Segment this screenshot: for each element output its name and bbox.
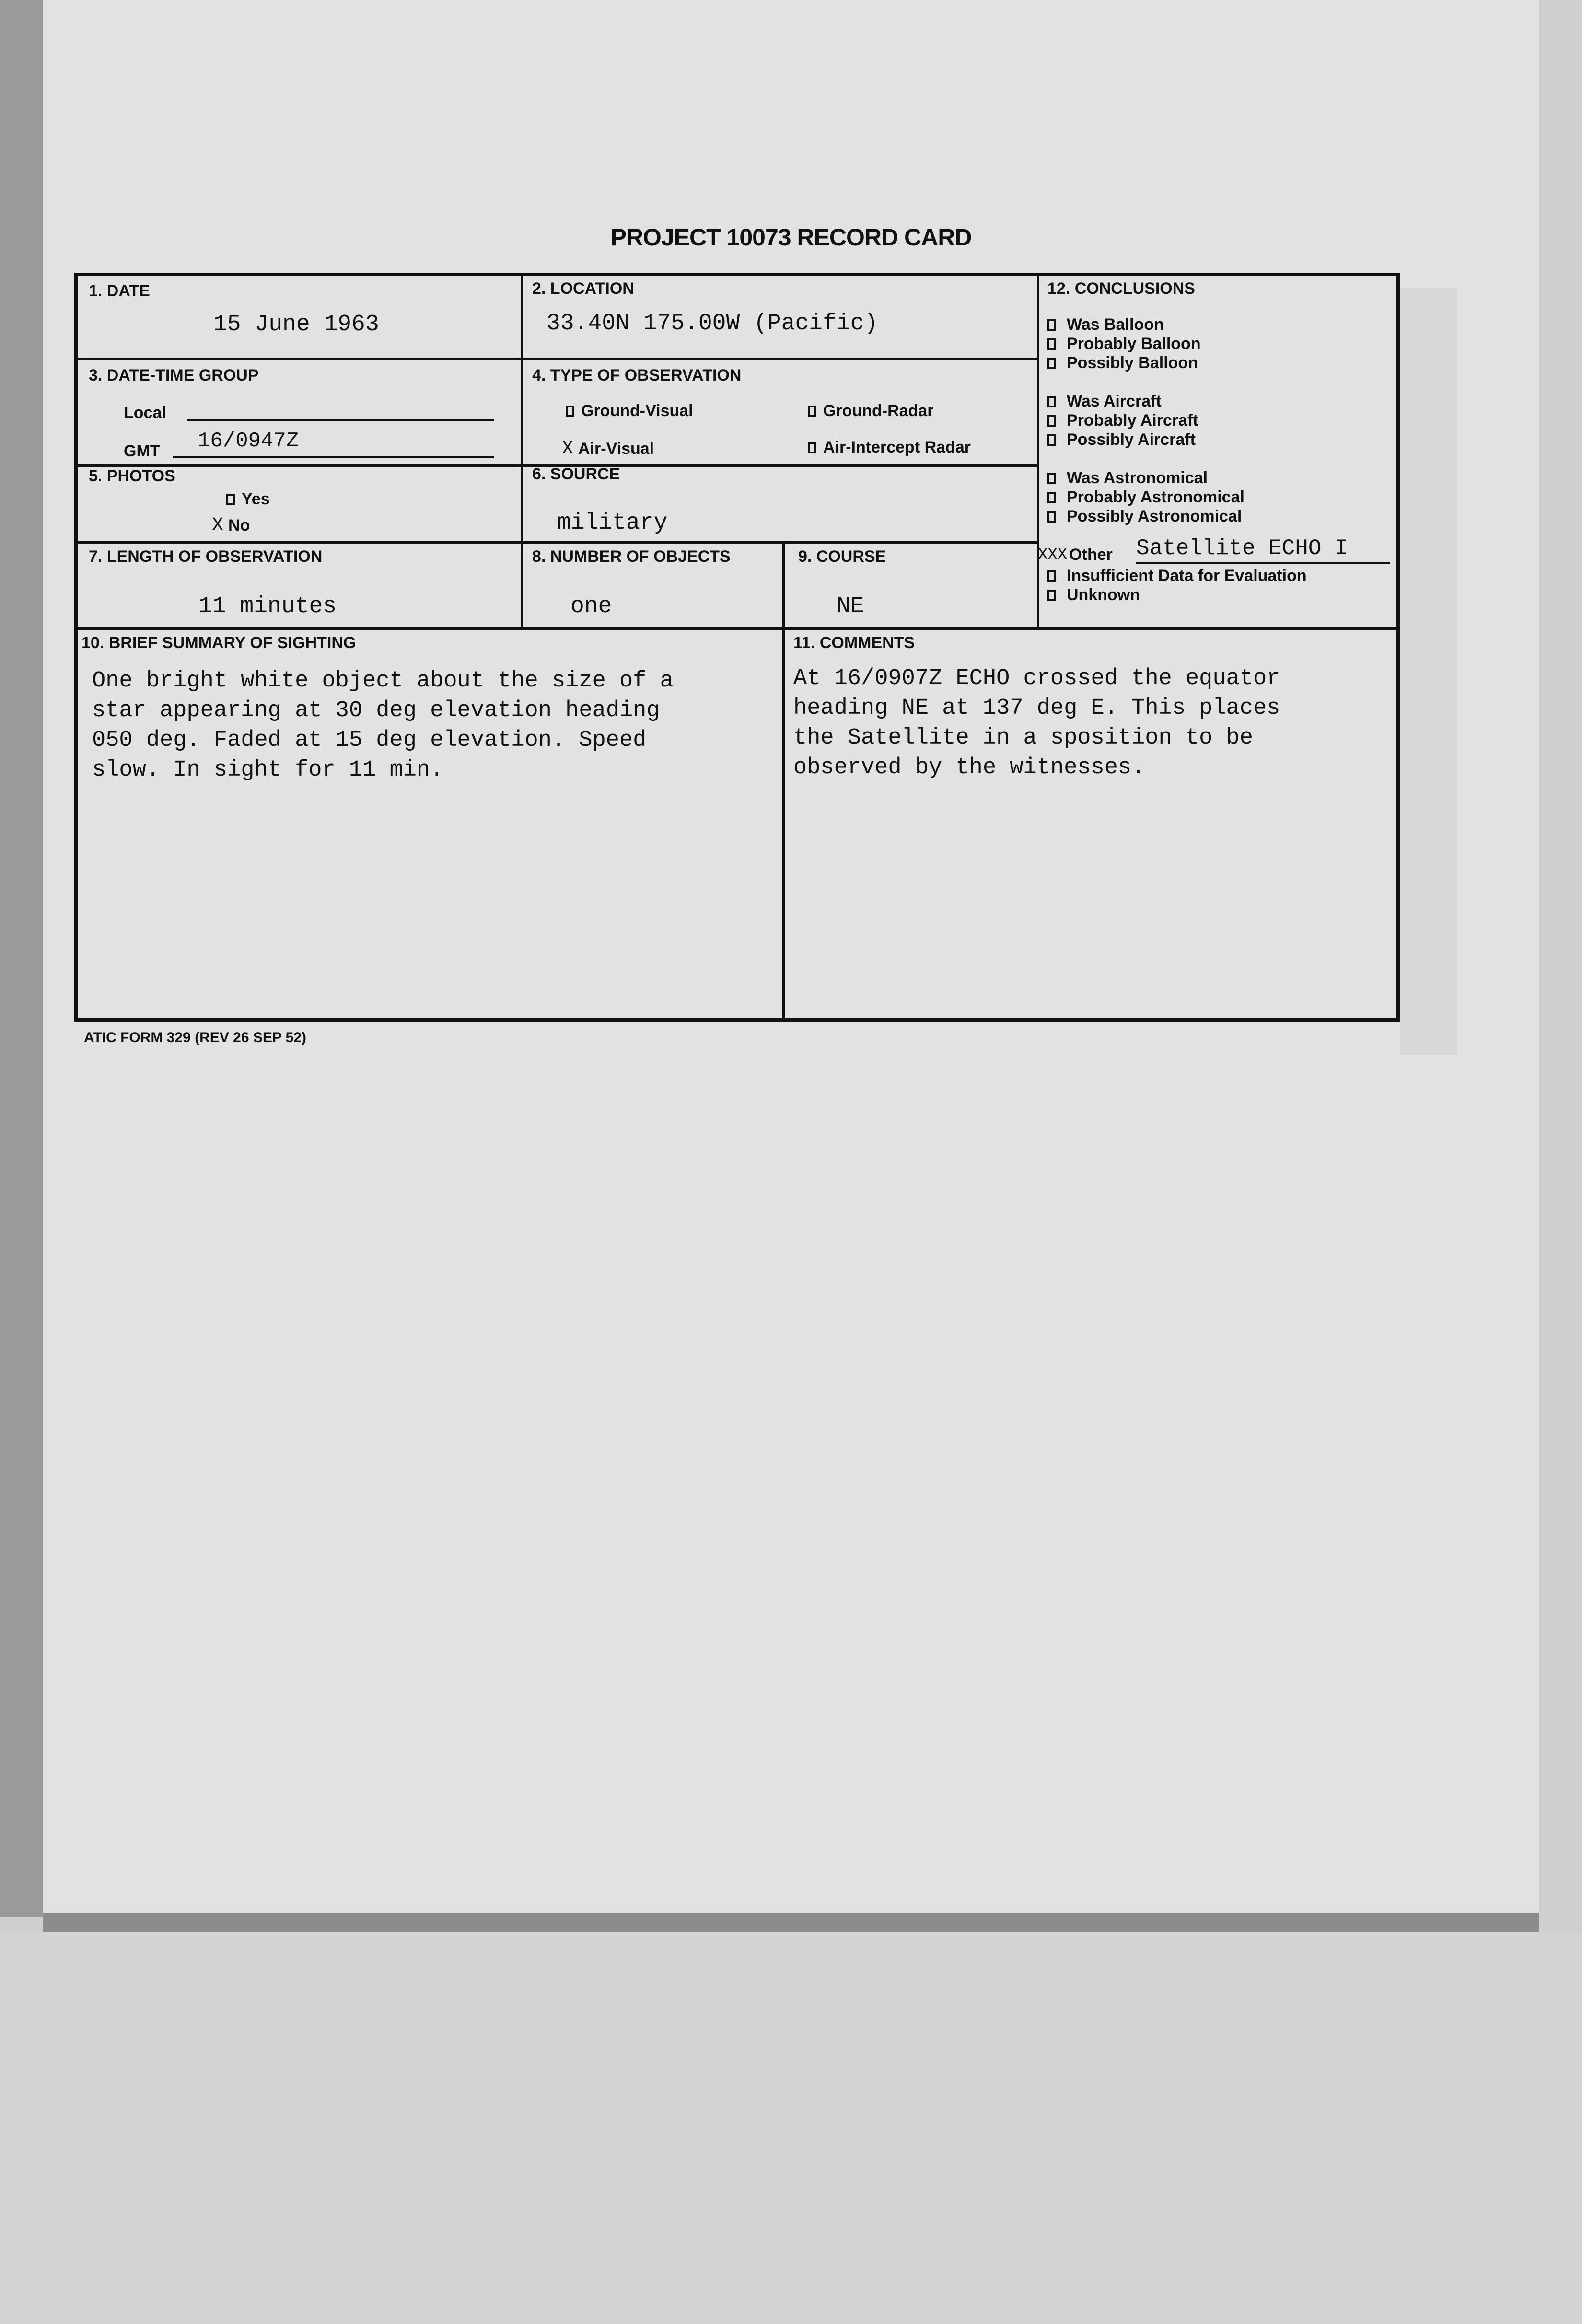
- row-divider: [77, 627, 1397, 630]
- length-label: 7. LENGTH OF OBSERVATION: [89, 547, 323, 566]
- option-ground-visual[interactable]: Ground-Visual: [566, 402, 693, 420]
- row-divider: [77, 358, 1038, 360]
- course-label: 9. COURSE: [798, 547, 886, 566]
- option-air-intercept-radar[interactable]: Air-Intercept Radar: [808, 438, 971, 457]
- film-edge: [0, 0, 43, 1917]
- checkbox-icon: [566, 406, 574, 417]
- checkbox-icon: [1047, 570, 1056, 582]
- checkbox-icon: [1047, 319, 1056, 331]
- checkbox-icon: [1047, 492, 1056, 503]
- col-divider: [521, 273, 523, 627]
- gmt-field: [173, 456, 494, 458]
- other-field: [1136, 562, 1390, 564]
- option-probably-aircraft[interactable]: Probably Aircraft: [1047, 411, 1198, 430]
- option-was-astronomical[interactable]: Was Astronomical: [1047, 469, 1208, 488]
- lower-background: [0, 1932, 1582, 2324]
- option-insufficient-data[interactable]: Insufficient Data for Evaluation: [1047, 567, 1307, 585]
- checked-x-icon: XXX: [1038, 546, 1068, 564]
- comments-text: At 16/0907Z ECHO crossed the equator heading NE at 137 deg E. This places the Satellite in a sposition to be observed by the witnesses.: [793, 666, 1280, 780]
- course-value: NE: [837, 593, 864, 619]
- summary-text: One bright white object about the size of a star appearing at 30 deg elevation heading 050 deg. Faded at 15 deg elevation. Speed slow. In sight for 11 min.: [92, 668, 674, 783]
- option-possibly-astronomical[interactable]: Possibly Astronomical: [1047, 507, 1242, 526]
- source-value: military: [557, 510, 668, 536]
- option-possibly-aircraft[interactable]: Possibly Aircraft: [1047, 430, 1196, 449]
- option-possibly-balloon[interactable]: Possibly Balloon: [1047, 354, 1198, 372]
- summary-label: 10. BRIEF SUMMARY OF SIGHTING: [81, 634, 356, 652]
- checkbox-icon: [1047, 473, 1056, 484]
- local-label: Local: [124, 404, 166, 422]
- objects-value: one: [570, 593, 612, 619]
- objects-label: 8. NUMBER OF OBJECTS: [532, 547, 731, 566]
- col-divider: [782, 541, 785, 1021]
- other-value: Satellite ECHO I: [1136, 536, 1348, 561]
- checkbox-icon: [1047, 511, 1056, 523]
- date-label: 1. DATE: [89, 282, 150, 300]
- option-was-balloon[interactable]: Was Balloon: [1047, 315, 1164, 334]
- gmt-label: GMT: [124, 442, 160, 460]
- comments-label: 11. COMMENTS: [793, 634, 915, 652]
- checkbox-icon: [1047, 358, 1056, 369]
- length-value: 11 minutes: [198, 593, 337, 619]
- checkbox-icon: [1047, 590, 1056, 601]
- form-id: ATIC FORM 329 (REV 26 SEP 52): [84, 1030, 307, 1046]
- option-was-aircraft[interactable]: Was Aircraft: [1047, 392, 1162, 411]
- checked-x-icon: X: [212, 515, 224, 536]
- gmt-value: 16/0947Z: [198, 429, 299, 453]
- observation-type-label: 4. TYPE OF OBSERVATION: [532, 366, 742, 384]
- date-value: 15 June 1963: [213, 312, 379, 337]
- option-unknown[interactable]: Unknown: [1047, 586, 1140, 604]
- row-divider: [77, 541, 1038, 544]
- checked-x-icon: X: [562, 438, 574, 460]
- dtg-label: 3. DATE-TIME GROUP: [89, 366, 259, 384]
- photos-label: 5. PHOTOS: [89, 467, 175, 485]
- option-ground-radar[interactable]: Ground-Radar: [808, 402, 933, 420]
- page-bottom-edge: [43, 1913, 1539, 1932]
- underlying-page: [1400, 288, 1457, 1055]
- conclusions-label: 12. CONCLUSIONS: [1047, 279, 1195, 298]
- option-probably-astronomical[interactable]: Probably Astronomical: [1047, 488, 1245, 507]
- checkbox-icon: [808, 406, 816, 417]
- location-value: 33.40N 175.00W (Pacific): [547, 311, 878, 337]
- checkbox-icon: [808, 442, 816, 453]
- checkbox-icon: [1047, 415, 1056, 427]
- option-other[interactable]: XXX Other: [1038, 546, 1113, 564]
- checkbox-icon: [1047, 434, 1056, 446]
- option-photos-no[interactable]: X No: [212, 515, 250, 536]
- location-label: 2. LOCATION: [532, 279, 634, 298]
- card-title: PROJECT 10073 RECORD CARD: [610, 224, 972, 251]
- source-label: 6. SOURCE: [532, 465, 620, 483]
- checkbox-icon: [226, 494, 235, 505]
- option-air-visual[interactable]: X Air-Visual: [562, 438, 654, 460]
- checkbox-icon: [1047, 396, 1056, 407]
- option-probably-balloon[interactable]: Probably Balloon: [1047, 335, 1201, 353]
- option-photos-yes[interactable]: Yes: [226, 490, 270, 509]
- col-divider: [1037, 273, 1039, 627]
- checkbox-icon: [1047, 338, 1056, 350]
- local-field: [187, 419, 494, 421]
